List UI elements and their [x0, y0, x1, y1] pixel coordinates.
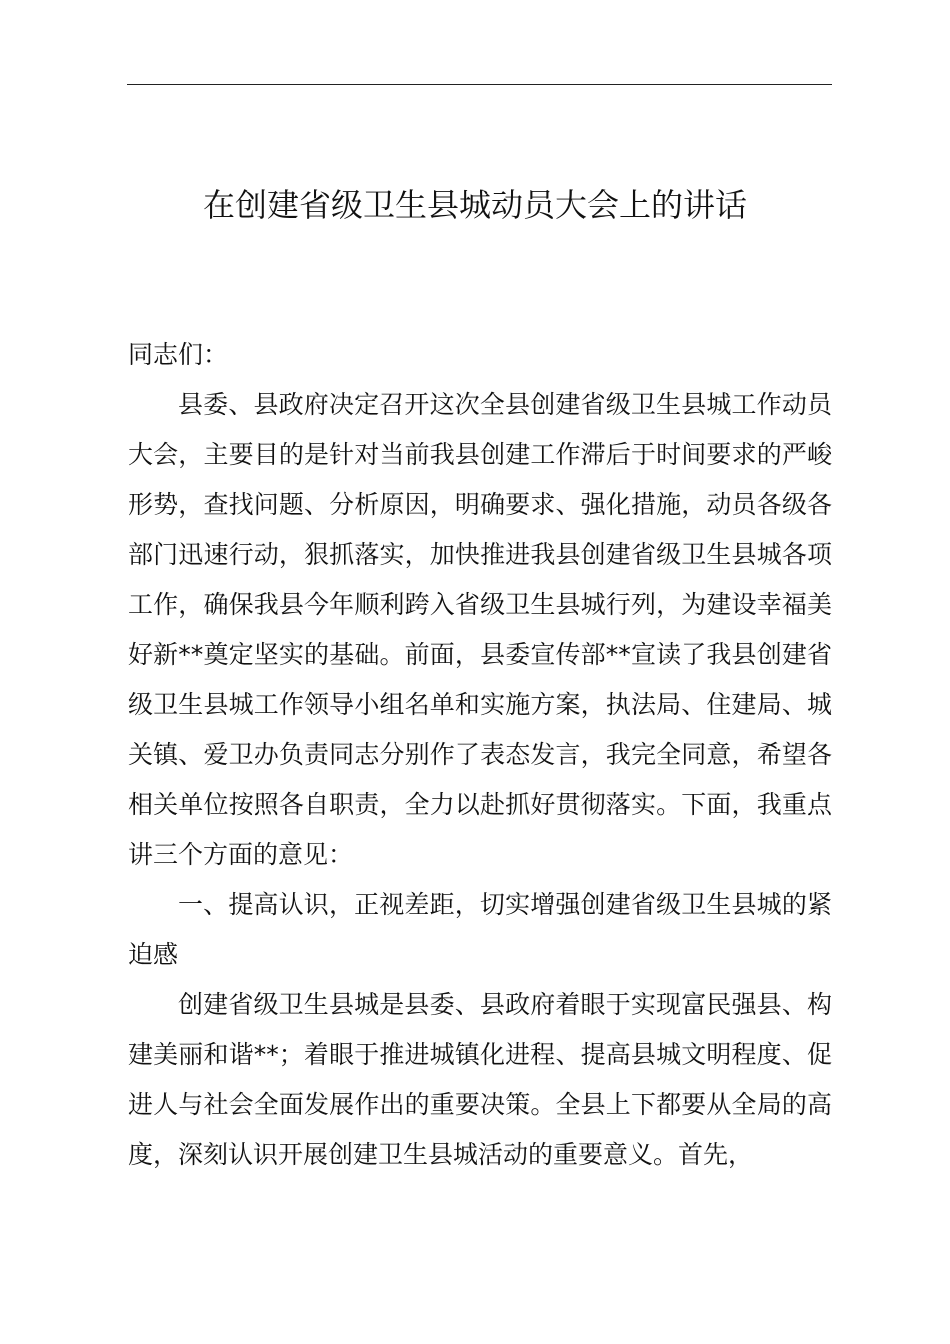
document-body — [128, 330, 832, 1180]
section-heading-1: 一、提高认识，正视差距，切实增强创建省级卫生县城的紧迫感 — [128, 890, 832, 969]
header-rule — [127, 84, 832, 85]
salutation: 同志们： — [128, 340, 229, 369]
document-title: 在创建省级卫生县城动员大会上的讲话 — [202, 186, 747, 224]
paragraph-section-1: 创建省级卫生县城是县委、县政府着眼于实现富民强县、构建美丽和谐**；着眼于推进城镇化进程、提高县城文明程度、促进人与社会全面发展作出的重要决策。全县上下都要从全局的高度，深刻认识开展创建卫生县城活动的重要意义。首先， — [128, 990, 832, 1169]
paragraph-intro: 县委、县政府决定召开这次全县创建省级卫生县城工作动员大会，主要目的是针对当前我县创建工作滞后于时间要求的严峻形势，查找问题、分析原因，明确要求、强化措施，动员各级各部门迅速行动，狠抓落实，加快推进我县创建省级卫生县城各项工作，确保我县今年顺利跨入省级卫生县城行列，为建设幸福美好新**奠定坚实的基础。前面，县委宣传部**宣读了我县创建省级卫生县城工作领导小组名单和实施方案，执法局、住建局、城关镇、爱卫办负责同志分别作了表态发言，我完全同意，希望各相关单位按照各自职责，全力以赴抓好贯彻落实。下面，我重点讲三个方面的意见： — [128, 390, 832, 869]
